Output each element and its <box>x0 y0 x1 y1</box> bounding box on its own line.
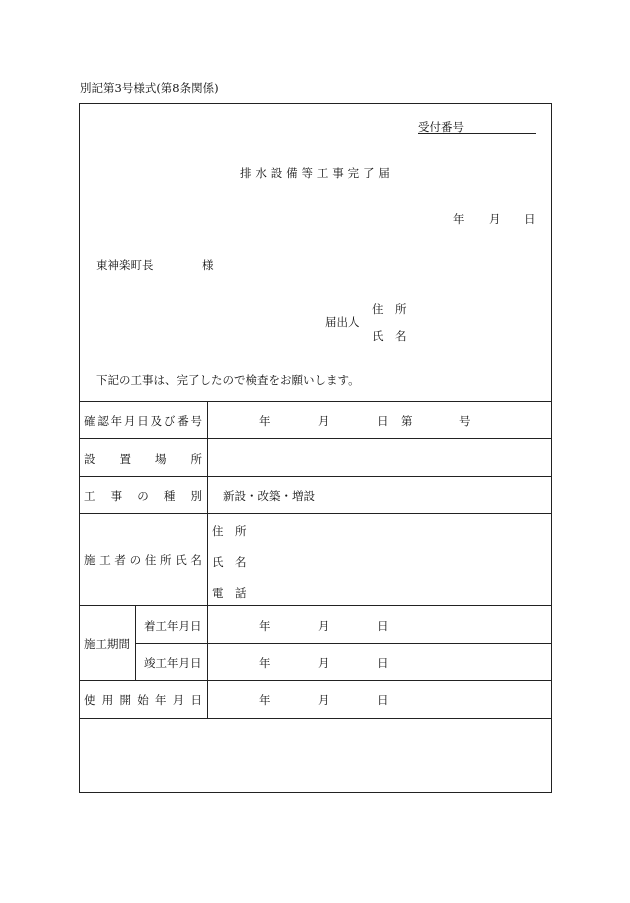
title-char: 排 <box>240 166 252 180</box>
label-char: 用 <box>101 693 114 707</box>
contractor-phone-label: 電 話 <box>212 586 247 600</box>
applicant-role: 届出人 <box>325 315 360 329</box>
form-reference: 別記第3号様式(第8条関係) <box>80 81 219 95</box>
title-char: 備 <box>286 166 298 180</box>
submit-date-day: 日 <box>524 212 536 226</box>
label-char: 号 <box>190 414 202 428</box>
period-end-label: 竣工年月日 <box>144 656 202 670</box>
end-day: 日 <box>377 656 389 670</box>
title-char: 届 <box>378 166 390 180</box>
row-label-location <box>84 451 202 467</box>
table-rule <box>135 643 552 644</box>
period-start-label: 着工年月日 <box>144 619 202 633</box>
form-frame <box>79 103 552 793</box>
title-char: 水 <box>255 166 267 180</box>
label-char: 所 <box>190 452 202 466</box>
confirm-number-prefix: 第 <box>401 414 413 428</box>
applicant-name-label: 氏 名 <box>372 329 407 343</box>
label-char: 者 <box>114 553 126 567</box>
label-char: 名 <box>190 553 202 567</box>
label-char: 年 <box>155 693 167 707</box>
table-column-divider <box>135 605 136 680</box>
label-char: 認 <box>97 414 109 428</box>
table-rule <box>79 605 552 606</box>
end-month: 月 <box>318 656 330 670</box>
title-char: 等 <box>301 166 313 180</box>
start-month: 月 <box>318 619 330 633</box>
usage-year: 年 <box>259 693 271 707</box>
usage-month: 月 <box>318 693 330 707</box>
label-char: 事 <box>110 489 123 503</box>
label-char: 使 <box>84 693 96 707</box>
label-char: の <box>129 553 142 567</box>
work-type-options[interactable]: 新設・改築・増設 <box>223 489 315 503</box>
confirm-day: 日 <box>377 414 389 428</box>
label-char: 開 <box>119 693 131 707</box>
label-char: 日 <box>190 693 202 707</box>
row-label-work-type <box>84 488 202 504</box>
title-char: 設 <box>270 166 283 180</box>
submit-date-month: 月 <box>489 212 501 226</box>
label-char: 番 <box>177 414 189 428</box>
label-char: の <box>137 489 149 503</box>
contractor-address-label: 住 所 <box>212 524 247 538</box>
label-char: 工 <box>99 553 111 567</box>
title-char: 完 <box>347 166 360 180</box>
addressee-name: 東神楽町長 <box>96 258 154 272</box>
label-char: 年 <box>110 414 123 428</box>
label-char: 設 <box>84 452 96 466</box>
confirm-year: 年 <box>259 414 271 428</box>
table-column-divider <box>207 401 208 718</box>
label-char: 別 <box>190 489 202 503</box>
label-char: 確 <box>84 414 96 428</box>
label-char: 始 <box>137 693 149 707</box>
request-text: 下記の工事は、完了したので検査をお願いします。 <box>96 373 360 387</box>
receipt-number-label: 受付番号 <box>418 120 464 134</box>
label-char: 氏 <box>175 553 187 567</box>
label-char: 月 <box>123 414 136 428</box>
label-char: 種 <box>163 489 176 503</box>
submit-date-year: 年 <box>453 212 465 226</box>
row-label-contractor <box>84 552 202 568</box>
row-label-confirmation <box>84 413 202 429</box>
addressee-honorific: 様 <box>202 258 214 272</box>
start-day: 日 <box>377 619 389 633</box>
title-char: 事 <box>332 166 344 180</box>
table-rule <box>79 513 552 514</box>
confirm-number-suffix: 号 <box>459 414 471 428</box>
table-rule <box>79 438 552 439</box>
label-char: 場 <box>155 452 167 466</box>
label-char: 所 <box>160 553 172 567</box>
receipt-number-line[interactable] <box>418 133 536 134</box>
label-char: 日 <box>137 414 149 428</box>
table-rule <box>79 476 552 477</box>
table-rule <box>79 680 552 681</box>
label-char: 月 <box>172 693 185 707</box>
row-label-period: 施工期間 <box>84 637 130 651</box>
row-label-usage-start <box>84 692 202 708</box>
label-char: 施 <box>84 553 96 567</box>
title-char: 工 <box>316 166 329 180</box>
table-rule <box>79 401 552 402</box>
applicant-address-label: 住 所 <box>372 302 407 316</box>
end-year: 年 <box>259 656 271 670</box>
label-char: 置 <box>119 452 131 466</box>
label-char: 及 <box>150 414 163 428</box>
confirm-month: 月 <box>318 414 330 428</box>
contractor-name-label: 氏 名 <box>212 555 247 569</box>
label-char: 工 <box>84 489 96 503</box>
start-year: 年 <box>259 619 271 633</box>
form-title <box>240 165 390 181</box>
label-char: び <box>163 414 176 428</box>
title-char: 了 <box>363 166 375 180</box>
usage-day: 日 <box>377 693 389 707</box>
remarks-area[interactable] <box>80 719 551 792</box>
label-char: 住 <box>144 553 157 567</box>
